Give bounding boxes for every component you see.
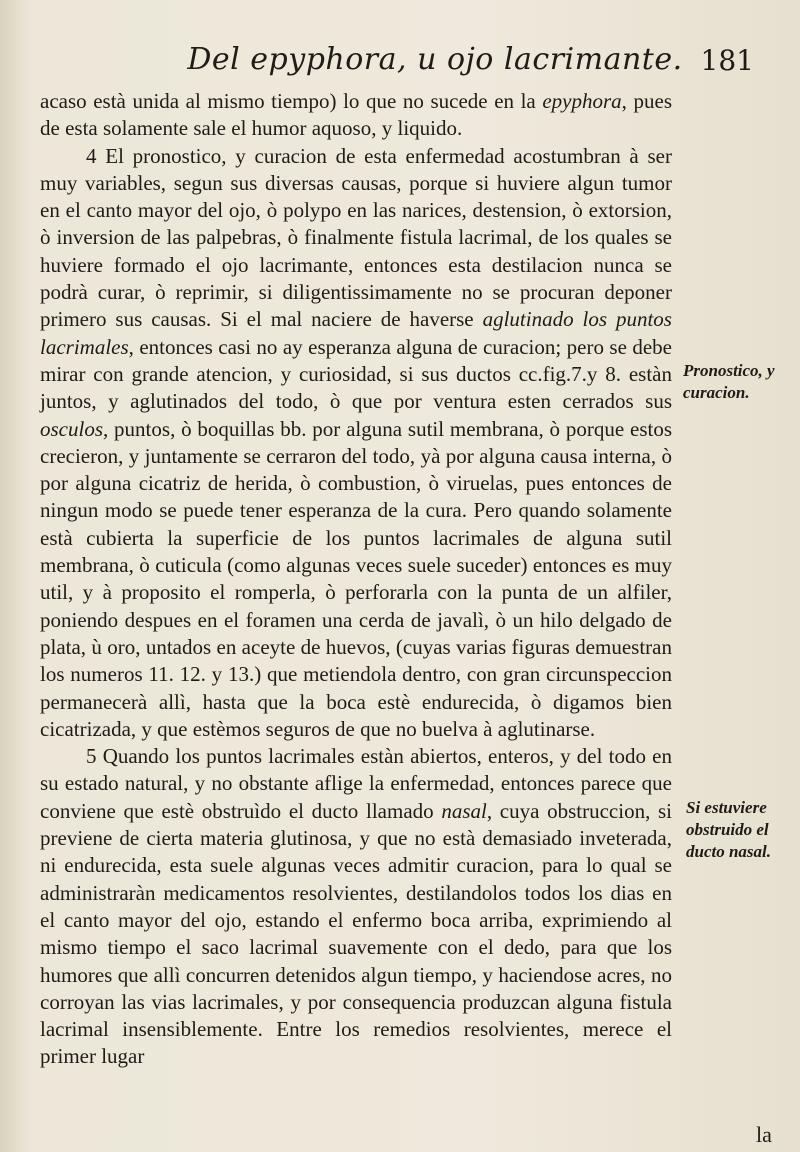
paragraph-4: 4 El pronostico, y curacion de esta enfermedad acostumbran à ser muy variables, segun sus diversas causas, porque si huviere algun tumor en el canto mayor del ojo, ò polypo en las narices, destension, ò extorsion, ò inversion de las palpebras, ò finalmente fistula lacrimal, de los quales se huviere formado el ojo lacrimante, entonces esta destilacion nunca se podrà curar, ò reprimir, si diligentissimamente no se procuran deponer primero sus causas. Si el mal naciere de haverse aglutinado los puntos lacrimales, entonces casi no ay esperanza alguna de curacion; pero se debe mirar con grande atencion, y curiosidad, si sus ductos cc.fig.7.y 8. estàn juntos, y aglutinados del todo, ò que por ventura esten cerrados sus osculos, puntos, ò boquillas bb. por alguna sutil membrana, ò porque estos crecieron, y juntamente se cerraron del todo, yà por alguna causa interna, ò por alguna cicatriz de herida, ò combustion, ò viruelas, pues entonces de ningun modo se puede tener esperanza de la cura. Pero quando solamente està cubierta la superficie de los puntos lacrimales de alguna sutil membrana, ò cuticula (como algunas veces suele suceder) entonces es muy util, y à proposito el romperla, ò perforarla con la punta de un alfiler, poniendo despues en el foramen una cerda de javalì, ò un hilo delgado de plata, ù oro, untados en aceyte de huevos, (cuyas varias figuras demuestran los numeros 11. 12. y 13.) que metiendola dentro, con gran circunspeccion permanecerà allì, hasta que la boca estè endurecida, ò digamos bien cicatrizada, y que estèmos seguros de que no buelva à aglutinarse. xyxy=(40,143,672,741)
paragraph-continued: acaso està unida al mismo tiempo) lo que no sucede en la epyphora, pues de esta solamente sale el humor aquoso, y liquido. xyxy=(40,89,672,141)
catchword: la xyxy=(756,1122,772,1147)
paragraph-5: 5 Quando los puntos lacrimales estàn abiertos, enteros, y del todo en su estado natural, y no obstante aflige la enfermedad, entonces parece que conviene que estè obstruìdo el ducto llamado nasal, cuya obstruccion, si previene de cierta materia glutinosa, y que no està demasiado inveterada, ni endurecida, esta suele algunas veces admitir curacion, para lo qual se administraràn medicamentos resolvientes, destilandolos todos los dias en el canto mayor del ojo, estando el enfermo boca arriba, exprimiendo al mismo tiempo el saco lacrimal suavemente con el dedo, para que los humores que allì concurren detenidos algun tiempo, y haciendose acres, no corroyan las vias lacrimales, y por consequencia produzcan alguna fistula lacrimal insensiblemente. Entre los remedios resolvientes, merece el primer lugar xyxy=(40,744,673,1069)
page-header xyxy=(90,42,780,82)
main-text xyxy=(40,88,672,1071)
margin-note-nasal-duct: Si estuviere obstruido el ducto nasal. xyxy=(686,798,772,861)
running-title: Del epyphora, u ojo lacrimante. xyxy=(187,42,683,77)
margin-note-prognosis: Pronostico, y curacion. xyxy=(683,361,775,402)
italic-term: nasal xyxy=(441,798,487,823)
italic-term: aglutinado los puntos lacrimales xyxy=(40,307,672,359)
page-number: 181 xyxy=(700,44,754,77)
italic-term: osculos xyxy=(40,416,103,441)
italic-term: epyphora xyxy=(542,89,622,113)
